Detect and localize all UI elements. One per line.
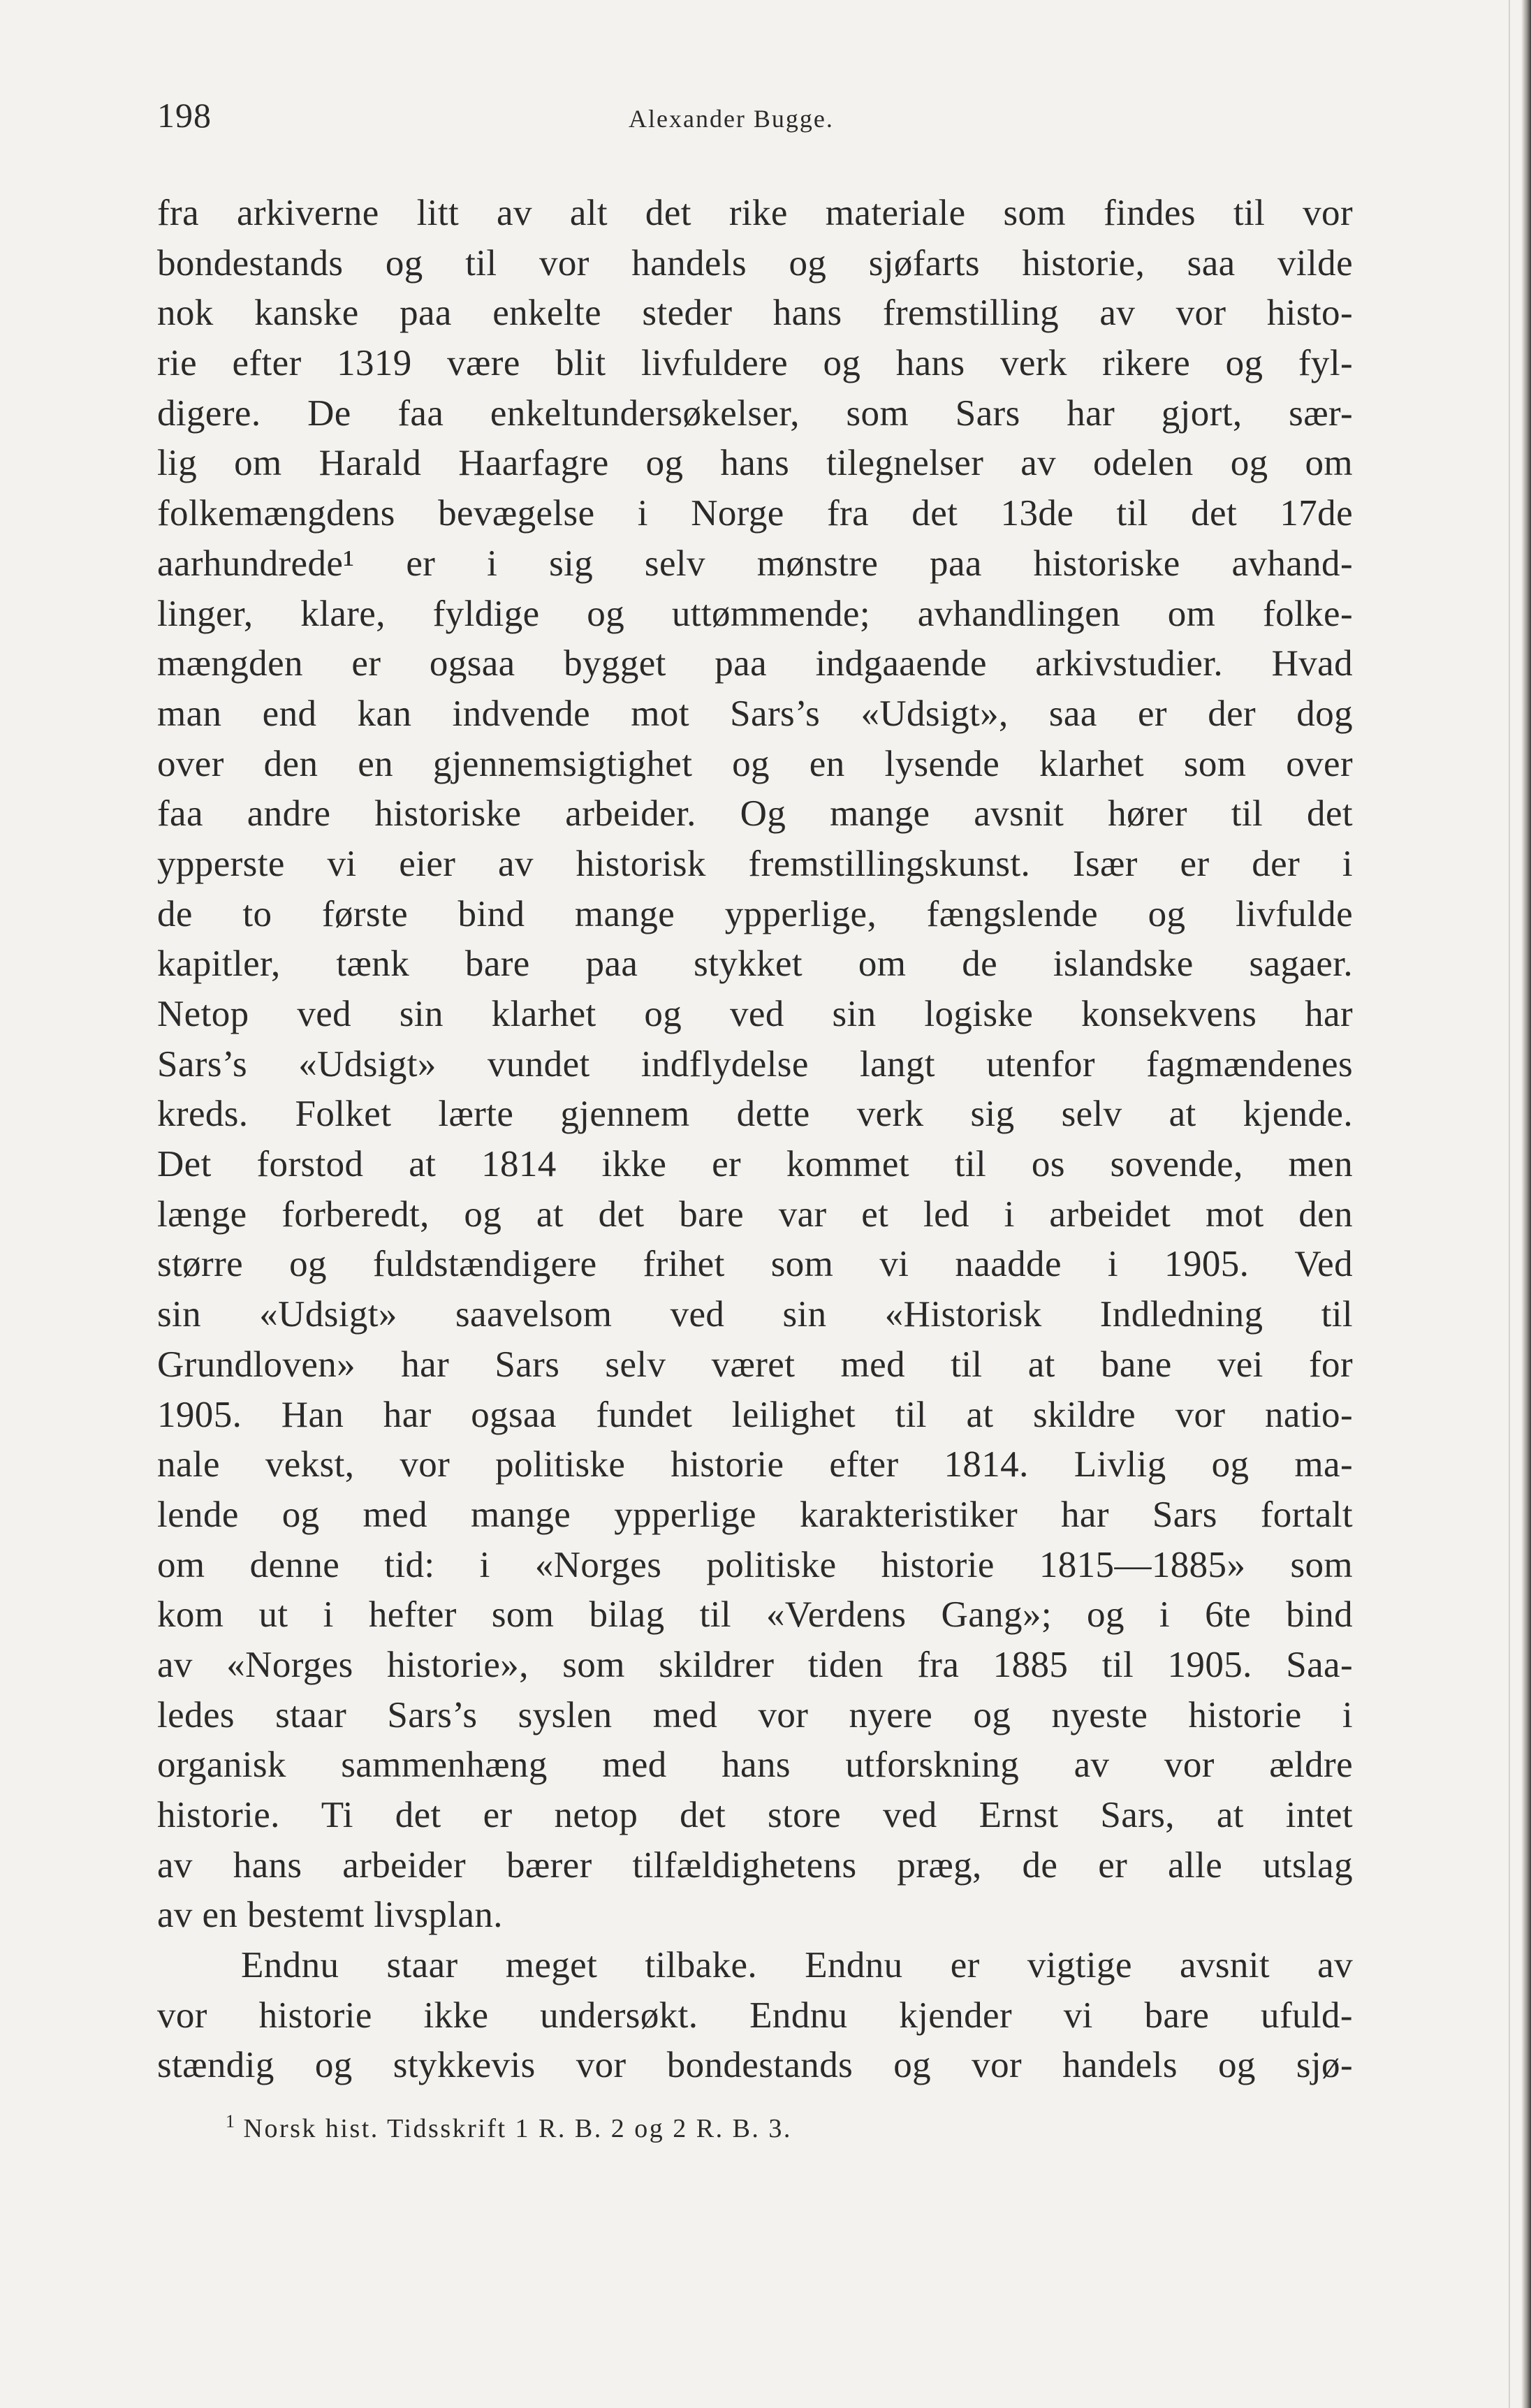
text-line: Det forstod at 1814 ikke er kommet til os sovende, men: [157, 1144, 1353, 1185]
text-line: fra arkiverne litt av alt det rike materiale som findes til vor: [157, 193, 1353, 233]
page-number: 198: [157, 96, 212, 135]
text-line: stændig og stykkevis vor bondestands og vor handels og sjø-: [157, 2045, 1353, 2086]
text-line: Grundloven» har Sars selv været med til at bane vei for: [157, 1344, 1353, 1385]
text-line: længe forberedt, og at det bare var et led i arbeidet mot den: [157, 1194, 1353, 1235]
text-line: lig om Harald Haarfagre og hans tilegnelser av odelen og om: [157, 443, 1353, 484]
text-line: vor historie ikke undersøkt. Endnu kjender vi bare ufuld-: [157, 1995, 1353, 2036]
text-line: Endnu staar meget tilbake. Endnu er vigtige avsnit av: [241, 1945, 1353, 1986]
text-line: linger, klare, fyldige og uttømmende; avhandlingen om folke-: [157, 593, 1353, 634]
text-line: større og fuldstændigere frihet som vi naadde i 1905. Ved: [157, 1244, 1353, 1285]
text-line: kapitler, tænk bare paa stykket om de islandske sagaer.: [157, 944, 1353, 985]
text-line: av «Norges historie», som skildrer tiden fra 1885 til 1905. Saa-: [157, 1644, 1353, 1685]
text-line: faa andre historiske arbeider. Og mange avsnit hører til det: [157, 793, 1353, 835]
text-line: aarhundrede¹ er i sig selv mønstre paa historiske avhand-: [157, 543, 1353, 584]
text-line: organisk sammenhæng med hans utforskning av vor ældre: [157, 1745, 1353, 1786]
page-edge-shadow: [1521, 0, 1531, 2408]
text-line: lende og med mange ypperlige karakteristiker har Sars fortalt: [157, 1494, 1353, 1535]
page-gutter-line: [1509, 0, 1510, 2408]
text-line: bondestands og til vor handels og sjøfarts historie, saa vilde: [157, 242, 1353, 284]
text-line: folkemængdens bevægelse i Norge fra det 13de til det 17de: [157, 493, 1353, 534]
text-line: digere. De faa enkeltundersøkelser, som Sars har gjort, sær-: [157, 392, 1353, 434]
footnote-mark: 1: [226, 2111, 237, 2132]
text-line: Netop ved sin klarhet og ved sin logiske konsekvens har: [157, 994, 1353, 1034]
text-line: av hans arbeider bærer tilfældighetens præg, de er alle utslag: [157, 1844, 1353, 1886]
text-line: ledes staar Sars’s syslen med vor nyere og nyeste historie i: [157, 1694, 1353, 1735]
text-line: av en bestemt livsplan.: [157, 1895, 503, 1936]
body-text: [157, 189, 1353, 2091]
text-line: om denne tid: i «Norges politiske historie 1815—1885» som: [157, 1544, 1353, 1585]
text-line: rie efter 1319 være blit livfuldere og hans verk rikere og fyl-: [157, 343, 1353, 384]
text-line: over den en gjennemsigtighet og en lysende klarhet som over: [157, 743, 1353, 784]
text-line: sin «Udsigt» saavelsom ved sin «Historisk Indledning til: [157, 1294, 1353, 1335]
running-head: Alexander Bugge.: [629, 105, 834, 133]
text-line: mængden er ogsaa bygget paa indgaaende arkivstudier. Hvad: [157, 643, 1353, 684]
text-line: ypperste vi eier av historisk fremstillingskunst. Især er der i: [157, 843, 1353, 884]
text-line: kom ut i hefter som bilag til «Verdens Gang»; og i 6te bind: [157, 1594, 1353, 1636]
footnote: [157, 2102, 1353, 2148]
text-line: nok kanske paa enkelte steder hans fremstilling av vor histo-: [157, 293, 1353, 334]
text-line: man end kan indvende mot Sars’s «Udsigt», saa er der dog: [157, 693, 1353, 734]
page-header: [157, 91, 1353, 154]
footnote-text: Norsk hist. Tidsskrift 1 R. B. 2 og 2 R. B. 3.: [243, 2114, 792, 2144]
text-line: nale vekst, vor politiske historie efter 1814. Livlig og ma-: [157, 1444, 1353, 1485]
book-page: [157, 91, 1353, 2148]
text-line: Sars’s «Udsigt» vundet indflydelse langt utenfor fagmændenes: [157, 1043, 1353, 1085]
text-line: kreds. Folket lærte gjennem dette verk sig selv at kjende.: [157, 1094, 1353, 1135]
text-line: de to første bind mange ypperlige, fængslende og livfulde: [157, 893, 1353, 934]
text-line: 1905. Han har ogsaa fundet leilighet til at skildre vor natio-: [157, 1394, 1353, 1435]
text-line: historie. Ti det er netop det store ved Ernst Sars, at intet: [157, 1795, 1353, 1835]
